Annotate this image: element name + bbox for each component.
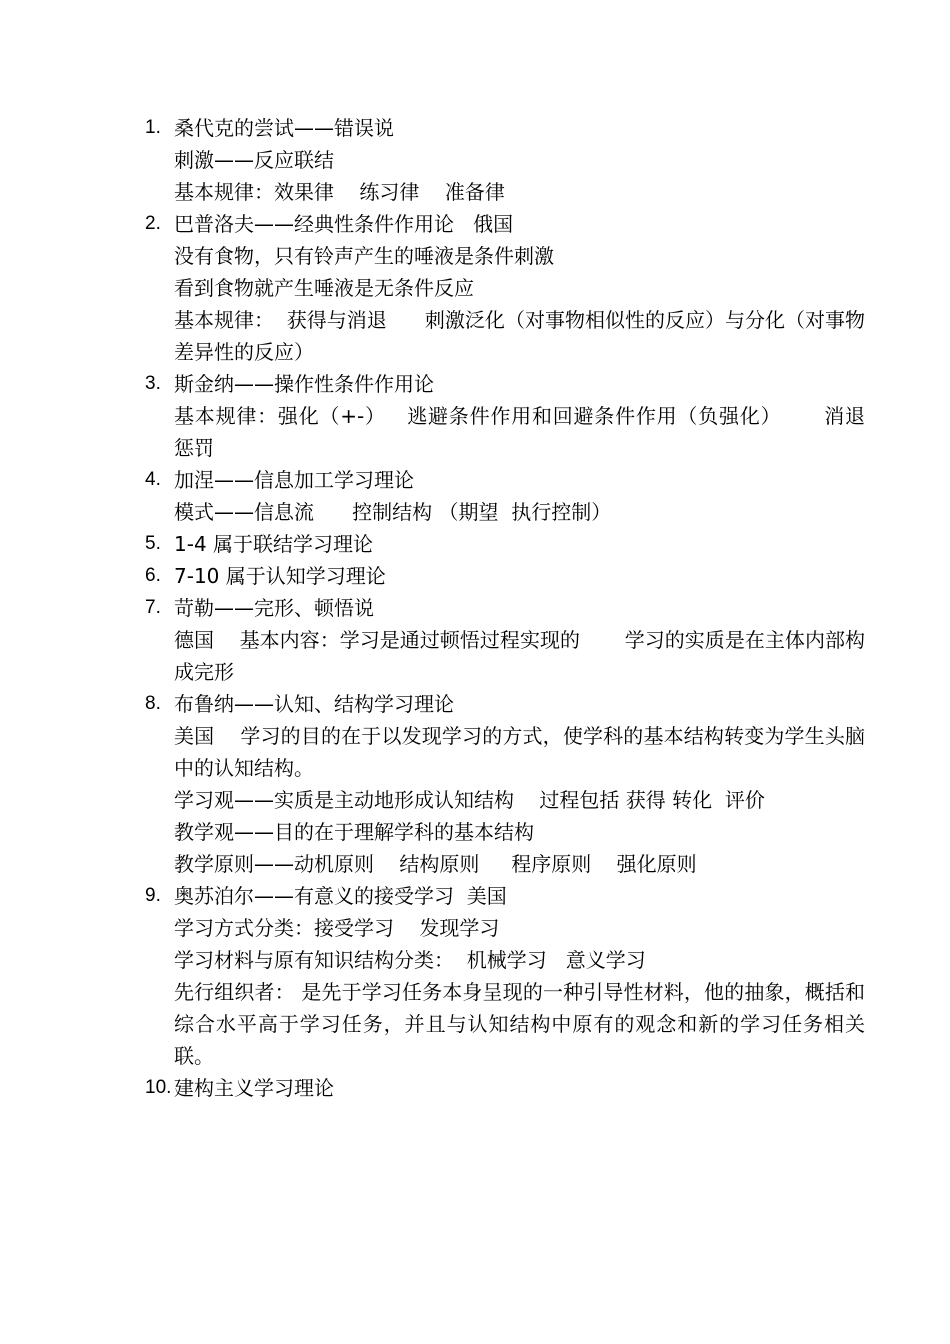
list-item-line: 学习观——实质是主动地形成认知结构 过程包括 获得 转化 评价 — [174, 788, 765, 812]
list-item-line: 建构主义学习理论 — [174, 1076, 334, 1100]
list-item-line: 看到食物就产生唾液是无条件反应 — [174, 276, 474, 300]
list-item-body — [174, 880, 865, 1072]
list-item-body — [174, 464, 865, 528]
list-item-number: 9. — [145, 885, 161, 906]
list-item — [145, 560, 865, 592]
list-item-line: 刺激——反应联结 — [174, 148, 334, 172]
list-item-line: 先行组织者： 是先于学习任务本身呈现的一种引导性材料，他的抽象，概括和综合水平高于学习任务，并且与认知结构中原有的观念和新的学习任务相关联。 — [174, 980, 865, 1068]
list-item-line: 学习方式分类：接受学习 发现学习 — [174, 916, 500, 940]
list-item-body — [174, 528, 865, 560]
list-item-line: 基本规律：强化（+-） 逃避条件作用和回避条件作用（负强化） 消退 惩罚 — [174, 404, 891, 460]
list-item — [145, 464, 865, 528]
list-item — [145, 688, 865, 880]
list-item — [145, 528, 865, 560]
list-item-body — [174, 560, 865, 592]
list-item-line: 1-4 属于联结学习理论 — [174, 532, 374, 556]
list-item — [145, 208, 865, 368]
list-item-line: 没有食物，只有铃声产生的唾液是条件刺激 — [174, 244, 554, 268]
list-item-line: 巴普洛夫——经典性条件作用论 俄国 — [174, 212, 514, 236]
list-item-number: 10. — [145, 1077, 172, 1098]
list-item — [145, 112, 865, 208]
list-item-body — [174, 368, 891, 464]
list-item-line: 斯金纳——操作性条件作用论 — [174, 372, 434, 396]
list-item-line: 德国 基本内容：学习是通过顿悟过程实现的 学习的实质是在主体内部构成完形 — [174, 628, 865, 684]
list-item-line: 基本规律：效果律 练习律 准备律 — [174, 180, 505, 204]
list-item-number: 3. — [145, 373, 161, 394]
list-item-line: 加涅——信息加工学习理论 — [174, 468, 414, 492]
list-item-line: 桑代克的尝试——错误说 — [174, 116, 394, 140]
list-item — [145, 368, 891, 464]
list-item — [145, 880, 865, 1072]
list-item-line: 教学观——目的在于理解学科的基本结构 — [174, 820, 534, 844]
list-item-number: 1. — [145, 117, 161, 138]
list-item-line: 学习材料与原有知识结构分类： 机械学习 意义学习 — [174, 948, 646, 972]
list-item — [145, 1072, 865, 1104]
list-item-body — [174, 208, 865, 368]
list-item-line: 美国 学习的目的在于以发现学习的方式，使学科的基本结构转变为学生头脑中的认知结构。 — [174, 724, 865, 780]
list-item-line: 教学原则——动机原则 结构原则 程序原则 强化原则 — [174, 852, 697, 876]
list-item-number: 6. — [145, 565, 161, 586]
list-item-line: 苛勒——完形、顿悟说 — [174, 596, 374, 620]
list-item-number: 4. — [145, 469, 161, 490]
list-item-body — [174, 112, 865, 208]
list-item-line: 布鲁纳——认知、结构学习理论 — [174, 692, 454, 716]
numbered-list — [145, 112, 891, 1104]
list-item — [145, 592, 865, 688]
list-item-body — [174, 1072, 865, 1104]
list-item-line: 7-10 属于认知学习理论 — [174, 564, 386, 588]
list-item-number: 2. — [145, 213, 161, 234]
list-item-number: 5. — [145, 533, 161, 554]
list-item-body — [174, 592, 865, 688]
list-item-number: 7. — [145, 597, 161, 618]
list-item-number: 8. — [145, 693, 161, 714]
list-item-body — [174, 688, 865, 880]
list-item-line: 奥苏泊尔——有意义的接受学习 美国 — [174, 884, 507, 908]
list-item-line: 基本规律： 获得与消退 刺激泛化（对事物相似性的反应）与分化（对事物差异性的反应） — [174, 308, 865, 364]
list-item-line: 模式——信息流 控制结构 （期望 执行控制） — [174, 500, 612, 524]
